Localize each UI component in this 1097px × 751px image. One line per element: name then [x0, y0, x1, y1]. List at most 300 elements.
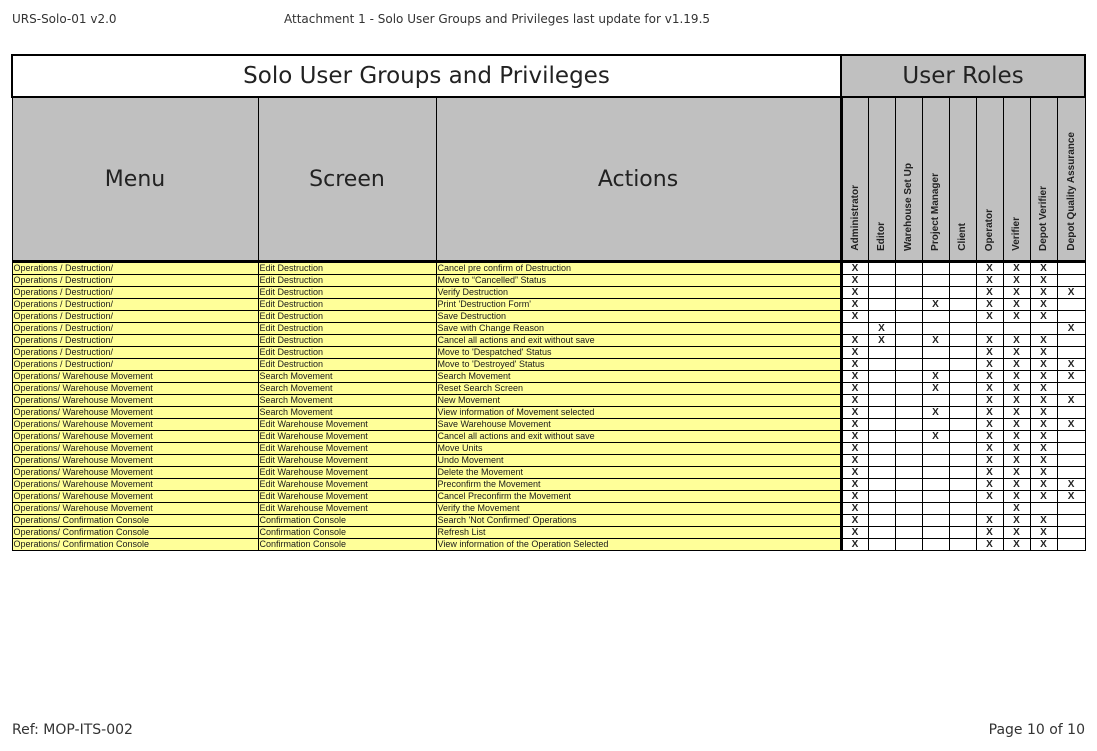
privilege-mark: X: [1003, 503, 1030, 515]
privilege-mark: X: [1057, 323, 1085, 335]
privilege-mark: [1057, 275, 1085, 287]
privilege-mark: [895, 455, 922, 467]
privilege-mark: X: [976, 491, 1003, 503]
privilege-mark: [1057, 262, 1085, 275]
privilege-mark: X: [976, 371, 1003, 383]
privilege-mark: X: [1057, 371, 1085, 383]
privilege-mark: X: [1030, 359, 1057, 371]
menu-cell: Operations/ Warehouse Movement: [12, 467, 258, 479]
privilege-mark: X: [841, 383, 868, 395]
menu-cell: Operations/ Warehouse Movement: [12, 431, 258, 443]
privilege-mark: [868, 515, 895, 527]
privilege-mark: [868, 455, 895, 467]
privilege-mark: [922, 323, 949, 335]
screen-cell: Edit Warehouse Movement: [258, 467, 436, 479]
privilege-mark: [949, 527, 976, 539]
privilege-mark: [949, 455, 976, 467]
privilege-mark: X: [976, 467, 1003, 479]
privilege-mark: [868, 503, 895, 515]
table-body: [12, 262, 1085, 551]
table-row: [12, 527, 1085, 539]
privilege-mark: [895, 323, 922, 335]
privilege-mark: [949, 335, 976, 347]
table-row: [12, 419, 1085, 431]
privilege-mark: [976, 503, 1003, 515]
action-cell: Verify the Movement: [436, 503, 841, 515]
privilege-mark: X: [1003, 311, 1030, 323]
menu-cell: Operations/ Warehouse Movement: [12, 479, 258, 491]
privilege-mark: X: [922, 371, 949, 383]
privilege-mark: X: [1030, 479, 1057, 491]
privilege-mark: X: [922, 335, 949, 347]
privilege-mark: [868, 383, 895, 395]
privilege-mark: X: [841, 503, 868, 515]
privilege-mark: X: [841, 335, 868, 347]
privilege-mark: X: [1030, 371, 1057, 383]
menu-cell: Operations / Destruction/: [12, 262, 258, 275]
privilege-mark: [949, 262, 976, 275]
menu-cell: Operations/ Warehouse Movement: [12, 407, 258, 419]
privilege-mark: [949, 311, 976, 323]
privilege-mark: X: [1003, 515, 1030, 527]
role-header-editor: [868, 97, 895, 262]
privilege-mark: [868, 311, 895, 323]
action-cell: Preconfirm the Movement: [436, 479, 841, 491]
screen-cell: Edit Destruction: [258, 335, 436, 347]
privilege-mark: [922, 275, 949, 287]
privilege-mark: [949, 287, 976, 299]
privilege-mark: [868, 467, 895, 479]
menu-cell: Operations/ Warehouse Movement: [12, 419, 258, 431]
privilege-mark: [949, 419, 976, 431]
privilege-mark: X: [976, 262, 1003, 275]
privilege-mark: X: [922, 299, 949, 311]
privileges-table: [11, 54, 1086, 551]
privilege-mark: X: [1003, 539, 1030, 551]
privilege-mark: [922, 311, 949, 323]
screen-cell: Edit Destruction: [258, 347, 436, 359]
privilege-mark: [922, 515, 949, 527]
privilege-mark: [922, 491, 949, 503]
privilege-mark: [868, 431, 895, 443]
action-cell: Refresh List: [436, 527, 841, 539]
table-row: [12, 287, 1085, 299]
privilege-mark: [1057, 467, 1085, 479]
privilege-mark: X: [1057, 479, 1085, 491]
screen-cell: Edit Warehouse Movement: [258, 443, 436, 455]
menu-cell: Operations/ Warehouse Movement: [12, 503, 258, 515]
privilege-mark: X: [1057, 419, 1085, 431]
privilege-mark: X: [976, 455, 1003, 467]
privilege-mark: [895, 467, 922, 479]
privilege-mark: [895, 407, 922, 419]
screen-cell: Edit Destruction: [258, 299, 436, 311]
privilege-mark: [922, 347, 949, 359]
action-cell: Search Movement: [436, 371, 841, 383]
privilege-mark: X: [922, 407, 949, 419]
menu-cell: Operations/ Warehouse Movement: [12, 443, 258, 455]
role-label: Editor: [876, 222, 887, 251]
role-header-project-manager: [922, 97, 949, 262]
privilege-mark: X: [976, 359, 1003, 371]
table-row: [12, 395, 1085, 407]
action-cell: Reset Search Screen: [436, 383, 841, 395]
privilege-mark: [1057, 335, 1085, 347]
privilege-mark: X: [976, 287, 1003, 299]
privilege-mark: X: [1003, 467, 1030, 479]
table-row: [12, 311, 1085, 323]
privilege-mark: [868, 419, 895, 431]
privilege-mark: X: [841, 359, 868, 371]
privilege-mark: [868, 491, 895, 503]
menu-column-header: Menu: [12, 97, 258, 262]
privilege-mark: X: [868, 335, 895, 347]
privilege-mark: [1057, 515, 1085, 527]
privilege-mark: X: [976, 479, 1003, 491]
privilege-mark: [895, 299, 922, 311]
screen-cell: Edit Warehouse Movement: [258, 419, 436, 431]
menu-cell: Operations / Destruction/: [12, 347, 258, 359]
privilege-mark: [895, 311, 922, 323]
screen-cell: Confirmation Console: [258, 515, 436, 527]
document-id: URS-Solo-01 v2.0: [12, 12, 117, 26]
privilege-mark: X: [841, 311, 868, 323]
privilege-mark: X: [1030, 287, 1057, 299]
privilege-mark: X: [1003, 443, 1030, 455]
role-header-administrator: [841, 97, 868, 262]
privilege-mark: X: [1003, 407, 1030, 419]
privilege-mark: [922, 503, 949, 515]
action-cell: Print 'Destruction Form': [436, 299, 841, 311]
table-row: [12, 431, 1085, 443]
privilege-mark: X: [1003, 347, 1030, 359]
privilege-mark: X: [841, 539, 868, 551]
action-cell: Move Units: [436, 443, 841, 455]
privilege-mark: X: [1003, 299, 1030, 311]
menu-cell: Operations/ Warehouse Movement: [12, 455, 258, 467]
table-row: [12, 491, 1085, 503]
table-row: [12, 299, 1085, 311]
privilege-mark: X: [1003, 395, 1030, 407]
privilege-mark: [1057, 455, 1085, 467]
privilege-mark: [868, 299, 895, 311]
role-header-warehouse-set-up: [895, 97, 922, 262]
screen-cell: Search Movement: [258, 383, 436, 395]
role-header-depot-quality-assurance: [1057, 97, 1085, 262]
privilege-mark: [949, 539, 976, 551]
screen-cell: Edit Destruction: [258, 359, 436, 371]
privilege-mark: [922, 527, 949, 539]
privilege-mark: [949, 359, 976, 371]
role-label: Verifier: [1011, 217, 1022, 251]
page-number: Page 10 of 10: [988, 722, 1085, 738]
screen-cell: Edit Destruction: [258, 262, 436, 275]
privilege-mark: X: [1030, 383, 1057, 395]
screen-cell: Edit Warehouse Movement: [258, 503, 436, 515]
privilege-mark: [895, 383, 922, 395]
privilege-mark: [1057, 299, 1085, 311]
privilege-mark: X: [1030, 455, 1057, 467]
privilege-mark: [895, 515, 922, 527]
privilege-mark: X: [841, 467, 868, 479]
action-cell: Save Destruction: [436, 311, 841, 323]
table-row: [12, 383, 1085, 395]
privilege-mark: X: [976, 419, 1003, 431]
table-row: [12, 455, 1085, 467]
privilege-mark: [949, 371, 976, 383]
menu-cell: Operations/ Confirmation Console: [12, 515, 258, 527]
privilege-mark: [868, 407, 895, 419]
privilege-mark: [949, 407, 976, 419]
role-header-depot-verifier: [1030, 97, 1057, 262]
screen-cell: Search Movement: [258, 407, 436, 419]
menu-cell: Operations/ Warehouse Movement: [12, 491, 258, 503]
privilege-mark: [949, 383, 976, 395]
role-label: Administrator: [849, 185, 861, 251]
table-row: [12, 359, 1085, 371]
screen-cell: Edit Warehouse Movement: [258, 431, 436, 443]
privilege-mark: X: [976, 383, 1003, 395]
screen-cell: Edit Warehouse Movement: [258, 479, 436, 491]
action-cell: Undo Movement: [436, 455, 841, 467]
privilege-mark: X: [976, 407, 1003, 419]
table-row: [12, 443, 1085, 455]
action-cell: Verify Destruction: [436, 287, 841, 299]
privilege-mark: X: [1030, 419, 1057, 431]
actions-column-header: Actions: [436, 97, 841, 262]
privilege-mark: [895, 262, 922, 275]
privilege-mark: [949, 347, 976, 359]
privilege-mark: [949, 491, 976, 503]
screen-column-header: Screen: [258, 97, 436, 262]
privilege-mark: [1003, 323, 1030, 335]
privilege-mark: [949, 443, 976, 455]
privilege-mark: X: [1003, 383, 1030, 395]
screen-cell: Search Movement: [258, 371, 436, 383]
menu-cell: Operations/ Warehouse Movement: [12, 371, 258, 383]
privilege-mark: X: [1003, 491, 1030, 503]
privilege-mark: X: [841, 479, 868, 491]
table-row: [12, 335, 1085, 347]
privilege-mark: X: [1003, 431, 1030, 443]
privilege-mark: X: [1030, 311, 1057, 323]
privilege-mark: [868, 539, 895, 551]
privilege-mark: X: [922, 383, 949, 395]
privilege-mark: [868, 527, 895, 539]
privilege-mark: X: [976, 275, 1003, 287]
privilege-mark: X: [841, 347, 868, 359]
privilege-mark: X: [1003, 527, 1030, 539]
role-label: Depot Quality Assurance: [1065, 132, 1077, 251]
privilege-mark: X: [841, 443, 868, 455]
privilege-mark: [1057, 347, 1085, 359]
reference-label: Ref: MOP-ITS-002: [12, 722, 133, 738]
privilege-mark: [1057, 431, 1085, 443]
privilege-mark: [895, 431, 922, 443]
privilege-mark: [922, 262, 949, 275]
screen-cell: Edit Warehouse Movement: [258, 455, 436, 467]
table-row: [12, 407, 1085, 419]
screen-cell: Confirmation Console: [258, 539, 436, 551]
privilege-mark: [895, 335, 922, 347]
privilege-mark: X: [841, 262, 868, 275]
privilege-mark: [868, 443, 895, 455]
menu-cell: Operations/ Confirmation Console: [12, 539, 258, 551]
privilege-mark: [949, 395, 976, 407]
menu-cell: Operations / Destruction/: [12, 287, 258, 299]
privilege-mark: X: [1030, 275, 1057, 287]
privilege-mark: X: [1003, 419, 1030, 431]
table-row: [12, 323, 1085, 335]
privilege-mark: [868, 479, 895, 491]
privilege-mark: X: [976, 395, 1003, 407]
privilege-mark: [868, 371, 895, 383]
privilege-mark: X: [976, 527, 1003, 539]
privilege-mark: X: [976, 299, 1003, 311]
role-label: Client: [957, 223, 968, 251]
table-row: [12, 262, 1085, 275]
role-header-operator: [976, 97, 1003, 262]
screen-cell: Edit Destruction: [258, 311, 436, 323]
privilege-mark: [922, 443, 949, 455]
action-cell: Cancel Preconfirm the Movement: [436, 491, 841, 503]
privilege-mark: [868, 262, 895, 275]
menu-cell: Operations / Destruction/: [12, 311, 258, 323]
privilege-mark: X: [841, 299, 868, 311]
privilege-mark: X: [1030, 443, 1057, 455]
privilege-mark: X: [1057, 287, 1085, 299]
privilege-mark: X: [1030, 467, 1057, 479]
privilege-mark: [1057, 311, 1085, 323]
privilege-mark: X: [1003, 479, 1030, 491]
privilege-mark: [895, 443, 922, 455]
privilege-mark: X: [976, 443, 1003, 455]
table-title: Solo User Groups and Privileges: [12, 55, 841, 97]
privilege-mark: [949, 479, 976, 491]
privilege-mark: X: [841, 491, 868, 503]
privilege-mark: X: [1030, 299, 1057, 311]
role-label: Project Manager: [930, 173, 941, 251]
privilege-mark: X: [841, 515, 868, 527]
screen-cell: Edit Destruction: [258, 323, 436, 335]
privilege-mark: [922, 359, 949, 371]
privilege-mark: X: [841, 431, 868, 443]
menu-cell: Operations / Destruction/: [12, 359, 258, 371]
privilege-mark: [1057, 407, 1085, 419]
privilege-mark: [949, 299, 976, 311]
privilege-mark: [868, 287, 895, 299]
privilege-mark: [949, 503, 976, 515]
privilege-mark: X: [1003, 287, 1030, 299]
menu-cell: Operations/ Confirmation Console: [12, 527, 258, 539]
privilege-mark: X: [1003, 335, 1030, 347]
privilege-mark: [949, 431, 976, 443]
privilege-mark: X: [1030, 262, 1057, 275]
table-row: [12, 371, 1085, 383]
table-row: [12, 467, 1085, 479]
privilege-mark: [1030, 323, 1057, 335]
privilege-mark: [841, 323, 868, 335]
table-row: [12, 515, 1085, 527]
table-row: [12, 503, 1085, 515]
privilege-mark: [895, 503, 922, 515]
privilege-mark: [922, 539, 949, 551]
screen-cell: Edit Destruction: [258, 275, 436, 287]
role-label: Depot Verifier: [1038, 185, 1049, 251]
menu-cell: Operations / Destruction/: [12, 275, 258, 287]
role-label: Operator: [984, 208, 995, 251]
privilege-mark: X: [1030, 431, 1057, 443]
privilege-mark: X: [1030, 491, 1057, 503]
privilege-mark: [895, 419, 922, 431]
privilege-mark: X: [841, 407, 868, 419]
privilege-mark: [1057, 383, 1085, 395]
privilege-mark: X: [841, 275, 868, 287]
privilege-mark: X: [1057, 491, 1085, 503]
privilege-mark: [922, 467, 949, 479]
privilege-mark: X: [1030, 395, 1057, 407]
privilege-mark: [868, 359, 895, 371]
privilege-mark: X: [841, 527, 868, 539]
action-cell: New Movement: [436, 395, 841, 407]
privilege-mark: [895, 371, 922, 383]
privilege-mark: [1057, 527, 1085, 539]
action-cell: Save with Change Reason: [436, 323, 841, 335]
action-cell: Move to 'Despatched' Status: [436, 347, 841, 359]
privilege-mark: X: [1003, 275, 1030, 287]
table-row: [12, 275, 1085, 287]
action-cell: Cancel all actions and exit without save: [436, 431, 841, 443]
menu-cell: Operations / Destruction/: [12, 335, 258, 347]
action-cell: Move to “Cancelled” Status: [436, 275, 841, 287]
privilege-mark: X: [976, 347, 1003, 359]
privilege-mark: [1057, 443, 1085, 455]
table-row: [12, 539, 1085, 551]
privilege-mark: [949, 467, 976, 479]
privilege-mark: [922, 455, 949, 467]
menu-cell: Operations/ Warehouse Movement: [12, 395, 258, 407]
privilege-mark: [895, 395, 922, 407]
action-cell: View information of Movement selected: [436, 407, 841, 419]
menu-cell: Operations / Destruction/: [12, 299, 258, 311]
privilege-mark: [895, 359, 922, 371]
screen-cell: Edit Warehouse Movement: [258, 491, 436, 503]
action-cell: Search 'Not Confirmed' Operations: [436, 515, 841, 527]
privilege-mark: X: [1003, 359, 1030, 371]
action-cell: Cancel all actions and exit without save: [436, 335, 841, 347]
role-header-client: [949, 97, 976, 262]
privilege-mark: X: [1030, 407, 1057, 419]
privilege-mark: [949, 323, 976, 335]
table-row: [12, 479, 1085, 491]
privilege-mark: X: [1003, 371, 1030, 383]
privilege-mark: X: [841, 371, 868, 383]
screen-cell: Search Movement: [258, 395, 436, 407]
screen-cell: Confirmation Console: [258, 527, 436, 539]
action-cell: Move to 'Destroyed' Status: [436, 359, 841, 371]
privilege-mark: X: [1030, 347, 1057, 359]
privilege-mark: [1057, 539, 1085, 551]
privilege-mark: [868, 395, 895, 407]
privilege-mark: X: [1030, 539, 1057, 551]
action-cell: View information of the Operation Selected: [436, 539, 841, 551]
privilege-mark: X: [1030, 515, 1057, 527]
privilege-mark: [895, 539, 922, 551]
privilege-mark: X: [1057, 359, 1085, 371]
privilege-mark: X: [1003, 455, 1030, 467]
privilege-mark: X: [841, 287, 868, 299]
privilege-mark: X: [1030, 335, 1057, 347]
